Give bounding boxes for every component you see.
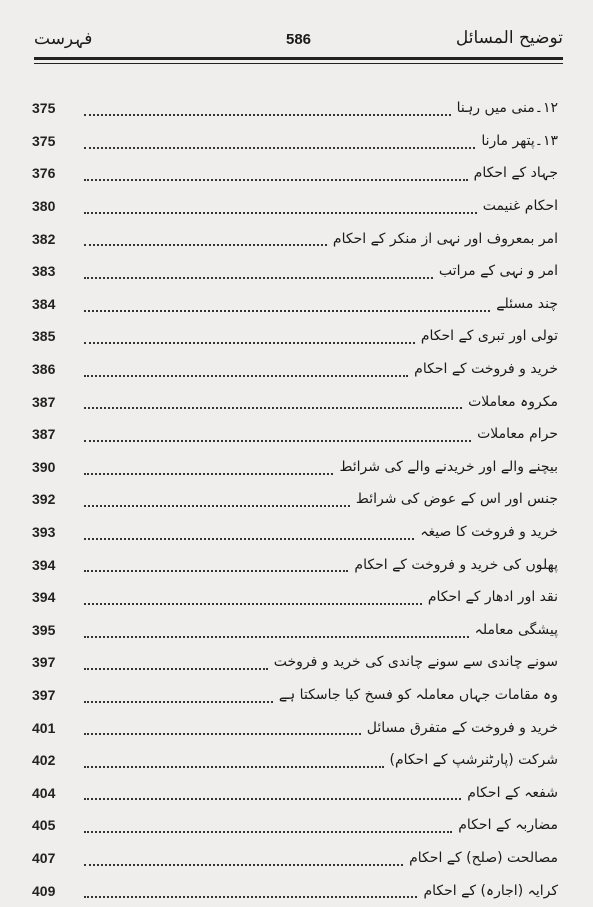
toc-entry [32, 711, 558, 744]
toc-entry [32, 581, 558, 614]
toc-entry [32, 874, 558, 907]
toc-entry-title: مضاربہ کے احکام [458, 817, 558, 834]
dotted-leader [84, 133, 475, 149]
toc-entry [32, 385, 558, 418]
dotted-leader [84, 589, 422, 605]
toc-page-number: 390 [32, 458, 56, 475]
header-rule-thin [34, 63, 563, 64]
dotted-leader [84, 687, 273, 703]
dotted-leader [84, 426, 471, 442]
toc-entry [32, 222, 558, 255]
toc-page-number: 387 [32, 426, 56, 443]
toc-page-number: 385 [32, 328, 56, 345]
toc-page-number: 383 [32, 263, 56, 280]
toc-page-number: 387 [32, 393, 56, 410]
table-of-contents [32, 92, 558, 907]
toc-entry [32, 809, 558, 842]
toc-page-number: 397 [32, 686, 56, 703]
header-section-title: فہرست [34, 29, 93, 49]
dotted-leader [84, 882, 417, 898]
toc-entry [32, 614, 558, 647]
dotted-leader [84, 556, 348, 572]
header-page-number: 586 [285, 31, 312, 48]
toc-entry [32, 190, 558, 223]
toc-entry-title: مصالحت (صلح) کے احکام [409, 849, 558, 866]
toc-entry [32, 679, 558, 712]
toc-page-number: 402 [32, 752, 56, 769]
toc-entry-title: امر و نہی کے مراتب [438, 263, 558, 280]
toc-entry-title: احکام غنیمت [482, 198, 558, 215]
dotted-leader [84, 198, 477, 214]
toc-entry-title: خرید و فروخت کے متفرق مسائل [366, 719, 558, 736]
dotted-leader [84, 491, 350, 507]
toc-entry-title: پھلوں کی خرید و فروخت کے احکام [354, 556, 558, 573]
dotted-leader [84, 784, 461, 800]
dotted-leader [84, 296, 490, 312]
toc-page-number: 404 [32, 784, 56, 801]
dotted-leader [84, 328, 415, 344]
toc-page-number: 395 [32, 621, 56, 638]
toc-page-number: 380 [32, 198, 56, 215]
toc-entry-title: امر بمعروف اور نہی از منکر کے احکام [332, 230, 558, 247]
toc-page-number: 384 [32, 295, 56, 312]
toc-entry-title: جہاد کے احکام [473, 165, 558, 182]
toc-entry-title: چند مسئلے [496, 295, 558, 312]
dotted-leader [84, 654, 268, 670]
dotted-leader [84, 230, 327, 246]
toc-entry [32, 353, 558, 386]
toc-entry [32, 157, 558, 190]
header-book-title: توضیح المسائل [455, 28, 563, 48]
toc-entry [32, 548, 558, 581]
toc-entry-title: حرام معاملات [477, 426, 558, 443]
header-rule-thick [34, 57, 563, 60]
toc-page-number: 401 [32, 719, 56, 736]
toc-entry-title: کرایہ (اجارہ) کے احکام [423, 882, 558, 899]
toc-entry-title: خرید و فروخت کے احکام [414, 361, 558, 378]
toc-entry-title: جنس اور اس کے عوض کی شرائط [355, 491, 558, 508]
toc-page-number: 382 [32, 230, 56, 247]
toc-entry-title: ۱۲۔منی میں رہنا [456, 100, 558, 117]
dotted-leader [84, 817, 452, 833]
toc-entry-title: ۱۳۔پتھر مارنا [481, 132, 558, 149]
toc-entry [32, 255, 558, 288]
toc-page-number: 376 [32, 165, 56, 182]
toc-page-number: 393 [32, 524, 56, 541]
toc-entry [32, 842, 558, 875]
toc-entry [32, 320, 558, 353]
toc-page-number: 386 [32, 361, 56, 378]
toc-page-number: 394 [32, 556, 56, 573]
toc-page-number: 407 [32, 849, 56, 866]
toc-entry-title: وہ مقامات جہاں معاملہ کو فسخ کیا جاسکتا ہے [278, 686, 558, 703]
dotted-leader [84, 100, 451, 116]
toc-entry-title: پیشگی معاملہ [474, 621, 558, 638]
toc-entry [32, 646, 558, 679]
dotted-leader [84, 622, 469, 638]
dotted-leader [84, 459, 333, 475]
toc-entry-title: تولی اور تبری کے احکام [420, 328, 558, 345]
toc-entry [32, 125, 558, 158]
dotted-leader [84, 850, 403, 866]
dotted-leader [84, 361, 408, 377]
dotted-leader [84, 393, 462, 409]
toc-page-number: 392 [32, 491, 56, 508]
toc-page-number: 375 [32, 132, 56, 149]
toc-entry-title: شفعہ کے احکام [467, 784, 558, 801]
toc-page-number: 394 [32, 589, 56, 606]
toc-entry [32, 744, 558, 777]
dotted-leader [84, 263, 433, 279]
toc-entry-title: مکروہ معاملات [468, 393, 558, 410]
toc-entry [32, 483, 558, 516]
dotted-leader [84, 719, 361, 735]
dotted-leader [84, 752, 384, 768]
toc-entry [32, 451, 558, 484]
toc-entry-title: بیچنے والے اور خریدنے والے کی شرائط [339, 458, 558, 475]
toc-page-number: 397 [32, 654, 56, 671]
toc-entry [32, 92, 558, 125]
toc-entry [32, 776, 558, 809]
toc-entry [32, 288, 558, 321]
toc-page-number: 409 [32, 882, 56, 899]
page-header [34, 22, 563, 56]
toc-entry-title: سونے چاندی سے سونے چاندی کی خرید و فروخت [273, 654, 558, 671]
toc-entry [32, 516, 558, 549]
toc-page-number: 405 [32, 817, 56, 834]
toc-entry [32, 418, 558, 451]
toc-entry-title: نقد اور ادھار کے احکام [427, 589, 558, 606]
toc-page-number: 375 [32, 100, 56, 117]
dotted-leader [84, 165, 468, 181]
dotted-leader [84, 524, 414, 540]
toc-entry-title: شرکت (پارٹنرشپ کے احکام) [389, 752, 558, 769]
toc-entry-title: خرید و فروخت کا صیغہ [420, 524, 558, 541]
